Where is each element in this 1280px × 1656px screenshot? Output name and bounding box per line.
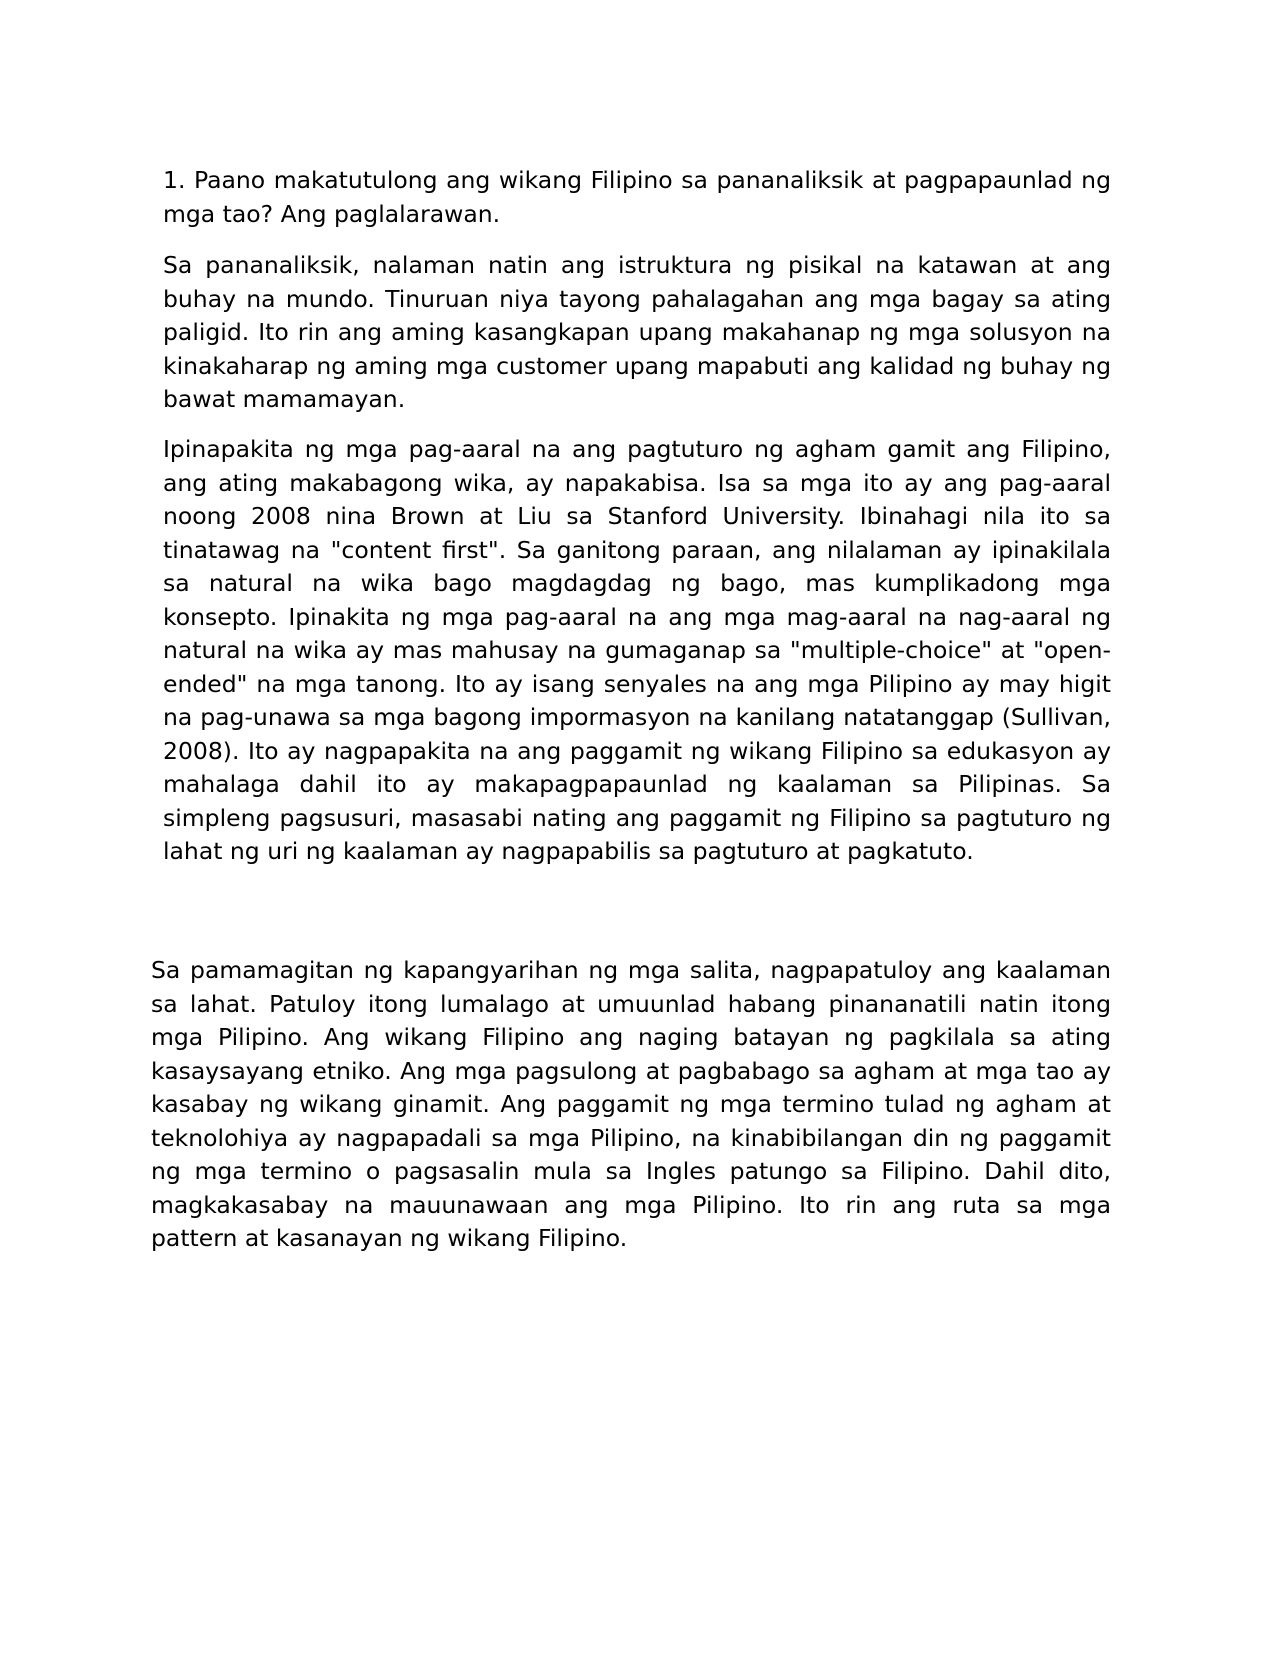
question-heading: 1. Paano makatutulong ang wikang Filipino sa pananaliksik at pagpapaunlad ng mga tao? Ang paglalarawan. [163,166,1111,228]
paragraph-conclusion: Sa pamamagitan ng kapangyarihan ng mga salita, nagpapatuloy ang kaalaman sa lahat. Patuloy itong lumalago at umuunlad habang pinananatili natin itong mga Pilipino. Ang wikang Filipino ang naging batayan ng pagkilala sa ating kasaysayang etniko. Ang mga pagsulong at pagbabago sa agham at mga tao ay kasabay ng wikang ginamit. Ang paggamit ng mga termino tulad ng agham at teknolohiya ay nagpapadali sa mga Pilipino, na kinabibilangan din ng paggamit ng mga termino o pagsasalin mula sa Ingles patungo sa Filipino. Dahil dito, magkakasabay na mauunawaan ang mga Pilipino. Ito rin ang ruta sa mga pattern at kasanayan ng wikang Filipino. [151,956,1111,1252]
paragraph-studies: Ipinapakita ng mga pag-aaral na ang pagtuturo ng agham gamit ang Filipino, ang ating makabagong wika, ay napakabisa. Isa sa mga ito ay ang pag-aaral noong 2008 nina Brown at Liu sa Stanford University. Ibinahagi nila ito sa tinatawag na "content first". Sa ganitong paraan, ang nilalaman ay ipinakilala sa natural na wika bago magdagdag ng bago, mas kumplikadong mga konsepto. Ipinakita ng mga pag-aaral na ang mga mag-aaral na nag-aaral ng natural na wika ay mas mahusay na gumaganap sa "multiple-choice" at "open-ended" na mga tanong. Ito ay isang senyales na ang mga Pilipino ay may higit na pag-unawa sa mga bagong impormasyon na kanilang natatanggap (Sullivan, 2008). Ito ay nagpapakita na ang paggamit ng wikang Filipino sa edukasyon ay mahalaga dahil ito ay makapagpapaunlad ng kaalaman sa Pilipinas. Sa simpleng pagsusuri, masasabi nating ang paggamit ng Filipino sa pagtuturo ng lahat ng uri ng kaalaman ay nagpapabilis sa pagtuturo at pagkatuto. [163,435,1111,865]
paragraph-research: Sa pananaliksik, nalaman natin ang istruktura ng pisikal na katawan at ang buhay na mundo. Tinuruan niya tayong pahalagahan ang mga bagay sa ating paligid. Ito rin ang aming kasangkapan upang makahanap ng mga solusyon na kinakaharap ng aming mga customer upang mapabuti ang kalidad ng buhay ng bawat mamamayan. [163,251,1111,413]
